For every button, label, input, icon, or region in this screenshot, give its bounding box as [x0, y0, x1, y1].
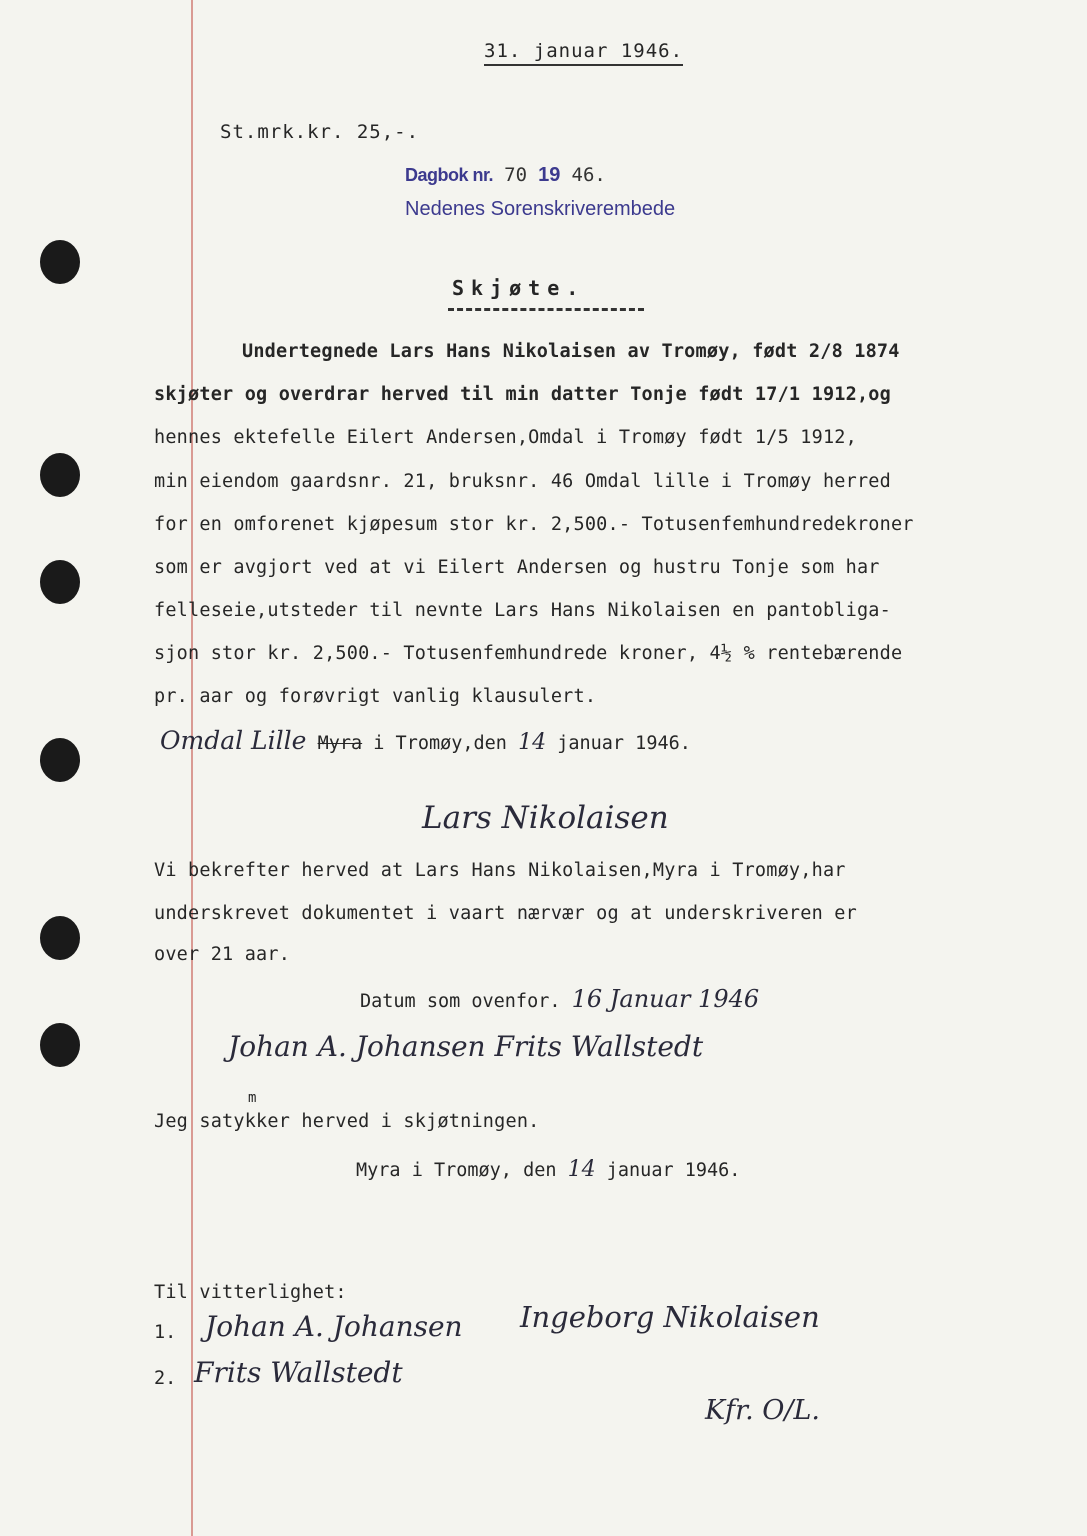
body-line: som er avgjort ved at vi Eilert Andersen og hustru Tonje som har: [154, 557, 880, 578]
body-line: pr. aar og forøvrigt vanlig klausulert.: [154, 686, 597, 707]
month-year: januar 1946.: [557, 733, 691, 754]
consent-line: Jeg satykker herved i skjøtningen.: [154, 1111, 540, 1132]
consent-place: Myra i Tromøy, den: [356, 1160, 557, 1181]
title-underline: [448, 308, 644, 311]
punch-hole-icon: [40, 240, 80, 284]
body-line: skjøter og overdrar herved til min datter Tonje født 17/1 1912,og: [154, 384, 891, 405]
handwritten-day: 14: [518, 730, 547, 755]
body-line: min eiendom gaardsnr. 21, bruksnr. 46 Omdal lille i Tromøy herred: [154, 471, 891, 492]
punch-hole-icon: [40, 560, 80, 604]
registry-stamp: [405, 158, 675, 226]
struck-word: Myra: [317, 733, 363, 754]
clerk-initials: Kfr. O/L.: [705, 1395, 821, 1426]
datum-typed: Datum som ovenfor.: [360, 991, 561, 1012]
stamp-number: 70: [504, 164, 528, 186]
body-line: felleseie,utsteder til nevnte Lars Hans Nikolaisen en pantobliga-: [154, 600, 891, 621]
spouse-signature: Ingeborg Nikolaisen: [520, 1300, 820, 1334]
consent-month-year: januar 1946.: [606, 1160, 741, 1181]
punch-hole-icon: [40, 453, 80, 497]
witness-signatures: Johan A. Johansen Frits Wallstedt: [228, 1030, 704, 1063]
stamp-fee: St.mrk.kr. 25,-.: [220, 121, 420, 143]
document-title: Skjøte.: [452, 276, 586, 300]
stamp-century: 19: [538, 164, 561, 186]
document-date: 31. januar 1946.: [484, 40, 683, 66]
stamp-office: Nedenes Sorenskriverembede: [405, 198, 676, 220]
witness-name: Frits Wallstedt: [194, 1356, 403, 1389]
witness-name: Johan A. Johansen: [205, 1310, 463, 1343]
datum-line: [360, 985, 759, 1013]
stamp-year: 46.: [571, 164, 606, 186]
consent-place-date: [356, 1157, 740, 1182]
witness-heading: Til vitterlighet:: [154, 1282, 347, 1303]
attestation-line: Vi bekrefter herved at Lars Hans Nikolaisen,Myra i Tromøy,har: [154, 860, 846, 881]
witness-number: 2.: [154, 1368, 177, 1389]
attestation-line: underskrevet dokumentet i vaart nærvær og at underskriveren er: [154, 903, 857, 924]
punch-hole-icon: [40, 916, 80, 960]
witness-number: 1.: [154, 1322, 177, 1343]
place-text: i Tromøy,den: [373, 733, 507, 754]
handwritten-place: Omdal Lille: [160, 726, 307, 755]
consent-handwritten-day: 14: [567, 1157, 596, 1182]
body-line: Undertegnede Lars Hans Nikolaisen av Tromøy, født 2/8 1874: [242, 341, 900, 362]
insert-mark: m: [248, 1090, 257, 1106]
place-date-line: [160, 726, 691, 755]
punch-hole-icon: [40, 1023, 80, 1067]
datum-handwritten: 16 Januar 1946: [571, 985, 760, 1013]
punch-hole-icon: [40, 738, 80, 782]
body-line: sjon stor kr. 2,500.- Totusenfemhundrede kroner, 4½ % rentebærende: [154, 643, 903, 664]
attestation-line: over 21 aar.: [154, 944, 291, 965]
seller-signature: Lars Nikolaisen: [422, 800, 669, 836]
body-line: hennes ektefelle Eilert Andersen,Omdal i Tromøy født 1/5 1912,: [154, 427, 857, 448]
body-line: for en omforenet kjøpesum stor kr. 2,500.- Totusenfemhundredekroner: [154, 514, 914, 535]
stamp-label: Dagbok nr.: [405, 165, 494, 185]
margin-rule: [191, 0, 193, 1536]
